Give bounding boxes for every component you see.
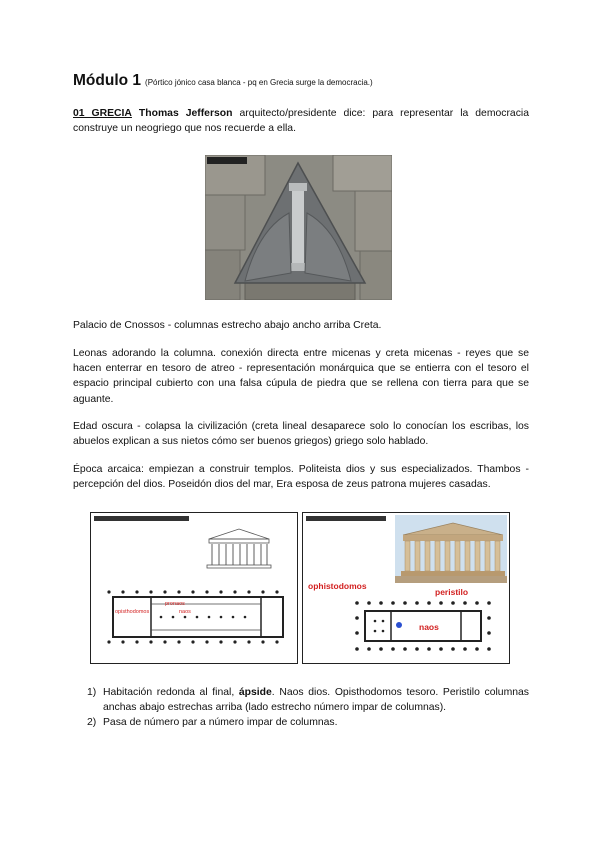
list-item [73, 715, 529, 730]
person-name: Thomas Jefferson [138, 108, 233, 119]
temple-elevation-drawing [207, 529, 271, 568]
paragraph-edad-oscura: Edad oscura - colapsa la civilización (creta lineal desaparece solo lo conocían los escribas, los abuelos explican a sus nietos cómo ser buenos griegos) griego solo hablado. [73, 421, 529, 448]
temple-floor-plan [107, 590, 283, 643]
label-naos: naos [179, 609, 191, 615]
module-subtitle: (Pórtico jónico casa blanca - pq en Grecia surge la democracia.) [145, 78, 373, 87]
numbered-list [73, 685, 529, 731]
naos-statue-marker [396, 622, 402, 628]
intro-paragraph [73, 106, 529, 136]
list-item-number: 2) [87, 717, 97, 729]
parthenon-photo [395, 515, 507, 583]
lion-gate-photo [205, 155, 392, 300]
list-item-number: 1) [87, 687, 97, 698]
label-opisthodomos: opisthodomos [115, 609, 150, 615]
paragraph-cnossos: Palacio de Cnossos - columnas estrecho abajo ancho arriba Creta. [73, 320, 382, 331]
parthenon-figure [302, 512, 510, 664]
temple-plan-figure [90, 512, 298, 664]
list-item-text: Pasa de número par a número impar de columnas. [103, 717, 338, 729]
list-item-text: Habitación redonda al final, [103, 687, 239, 698]
label-ophistodomos: ophistodomos [308, 581, 367, 591]
label-peristilo: peristilo [435, 587, 469, 597]
list-item [73, 685, 529, 715]
section-tag: 01 GRECIA [73, 108, 132, 119]
page-title [73, 72, 373, 90]
list-item-bold: ápside [238, 687, 272, 698]
list-item-text-end: . Naos dios. Opisthodomos tesoro. Peristilo columnas anchas abajo estrechas arriba (lado estrecho número impar de columnas). [103, 687, 529, 714]
paragraph-epoca-arcaica: Época arcaica: empiezan a construir templos. Politeista dios y sus especializados. Thambos - percepción del dios. Poseidón dios del mar, Era esposa de zeus patrona mujeres casadas. [73, 464, 529, 491]
label-naos-right: naos [419, 622, 439, 632]
paragraph-leonas: Leonas adorando la columna. conexión directa entre micenas y creta micenas - reyes que se hacen enterrar en tesoro de atreo - representación monárquica que se entierra con el tesoro el espacio principal cubierto con una falsa cúpula de piedra que se rellena con tierra para que se aguante. [73, 348, 529, 405]
intro-text: arquitecto/presidente dice: para representar la democracia construye un neogriego que nos recuerde a ella. [73, 108, 529, 135]
module-title: Módulo 1 [73, 72, 142, 89]
label-pronaos: pronaos [165, 601, 185, 607]
